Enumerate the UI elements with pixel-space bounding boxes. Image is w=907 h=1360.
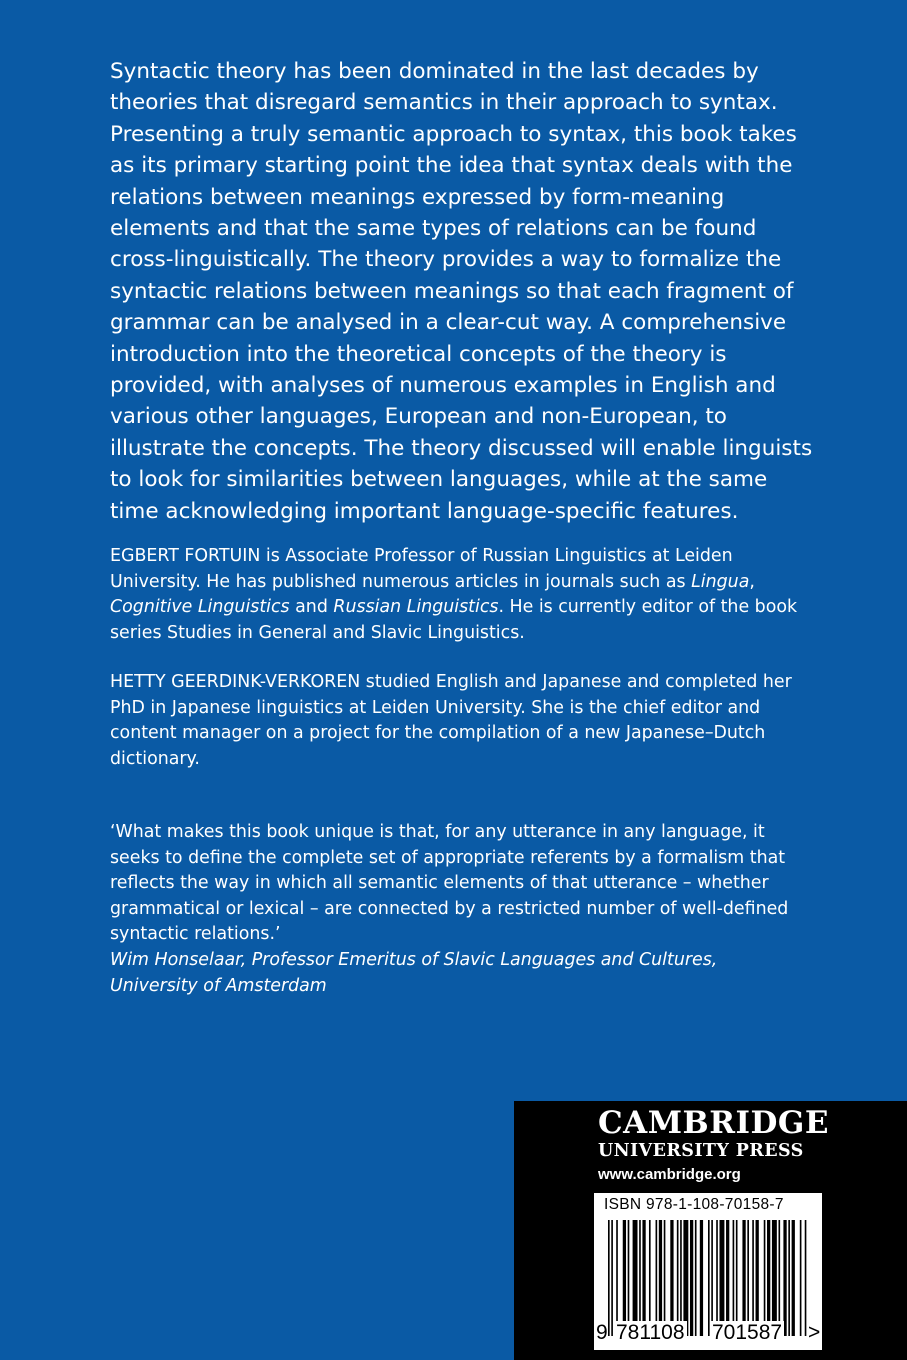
barcode-bar: [628, 1220, 630, 1336]
barcode-bar: [659, 1220, 662, 1336]
barcode-bar: [716, 1220, 718, 1336]
bio-text: EGBERT FORTUIN is Associate Professor of Russian Linguistics at Leiden University. He has published numerous articles in journals such as: [110, 546, 733, 592]
barcode-bar: [788, 1220, 790, 1336]
barcode-digit-group: 701587: [712, 1321, 783, 1344]
barcode-bar: [649, 1220, 651, 1336]
barcode-bar: [772, 1220, 777, 1336]
publisher-logo-name: CAMBRIDGE: [598, 1105, 829, 1141]
barcode-bar: [783, 1220, 786, 1336]
barcode-bar: [805, 1220, 807, 1336]
barcode-bar: [756, 1220, 759, 1336]
author-bio-geerdink-verkoren: HETTY GEERDINK-VERKOREN studied English and Japanese and completed her PhD in Japanese linguistics at Leiden University. She is the chief editor and content manager on a project for the compilation of a new Japanese–Dutch dictionary.: [110, 672, 792, 769]
bio-text: . He is currently editor of the book series Studies in General and Slavic Linguistics.: [110, 597, 798, 643]
barcode-bar: [670, 1220, 673, 1336]
barcode-bar: [690, 1220, 693, 1336]
barcode-bar: [656, 1220, 658, 1336]
barcode-bar: [695, 1220, 697, 1336]
barcode-bar: [642, 1220, 645, 1336]
barcode-bar: [608, 1220, 610, 1336]
barcode-bar: [719, 1220, 724, 1336]
barcode-bar: [664, 1220, 666, 1336]
barcode-bar: [683, 1220, 688, 1336]
barcode-bar: [611, 1220, 613, 1336]
journal-title: Lingua: [691, 571, 750, 592]
barcode-bar: [616, 1220, 618, 1336]
barcode-bar: [752, 1220, 754, 1336]
barcode-digit-group: 781108: [616, 1321, 685, 1344]
author-bio-fortuin: [110, 544, 800, 646]
barcode-bar: [680, 1220, 682, 1336]
quote-text: ‘What makes this book unique is that, for any utterance in any language, it seeks to define the complete set of appropriate referents by a formalism that reflects the way in which all semantic elements of that utterance – whether grammatical or lexical – are connected by a restricted number of well-defined syntactic relations.’: [110, 822, 789, 945]
barcode-bar: [733, 1220, 735, 1336]
quote-attribution: Wim Honselaar, Professor Emeritus of Slavic Languages and Cultures, University of Amsterdam: [110, 949, 718, 996]
publisher-block: [514, 1101, 907, 1360]
barcode-bar: [792, 1220, 795, 1336]
barcode-bar: [639, 1220, 641, 1336]
barcode-bar: [778, 1220, 780, 1336]
bio-text: and: [289, 597, 334, 618]
barcode-bar: [767, 1220, 770, 1336]
barcode-bar: [742, 1220, 745, 1336]
barcode-bar: [800, 1220, 802, 1336]
endorsement-quote: [110, 820, 810, 999]
barcode-bar: [677, 1220, 679, 1336]
barcode-bar: [764, 1220, 766, 1336]
barcode-bar: [633, 1220, 638, 1336]
barcode-quiet-zone-arrow: >: [808, 1321, 821, 1344]
bio-text: ,: [749, 571, 755, 592]
book-description: Syntactic theory has been dominated in the last decades by theories that disregard semantics in their approach to syntax. Presenting a truly semantic approach to syntax, this book takes as its primary starting point the idea that syntax deals with the relations between meanings expressed by form-meaning elements and that the same types of relations can be found cross-linguistically. The theory provides a way to formalize the syntactic relations between meanings so that each fragment of grammar can be analysed in a clear-cut way. A comprehensive introduction into the theoretical concepts of the theory is provided, with analyses of numerous examples in English and various other languages, European and non-European, to illustrate the concepts. The theory discussed will enable linguists to look for similarities between languages, while at the same time acknowledging important language-specific features.: [110, 59, 813, 524]
publisher-logo-subname: UNIVERSITY PRESS: [598, 1141, 804, 1161]
barcode-bar: [726, 1220, 729, 1336]
publisher-url: www.cambridge.org: [598, 1166, 741, 1183]
barcode-bar: [708, 1220, 710, 1336]
barcode-bar: [623, 1220, 626, 1336]
barcode-bar: [747, 1220, 749, 1336]
journal-title: Cognitive Linguistics: [110, 597, 290, 618]
barcode-bar: [711, 1220, 713, 1336]
barcode-bars: [608, 1220, 808, 1336]
isbn-label: ISBN 978-1-108-70158-7: [604, 1196, 784, 1213]
barcode-bar: [700, 1220, 703, 1336]
journal-title: Russian Linguistics: [333, 597, 499, 618]
barcode-lead-digit: 9: [596, 1321, 608, 1344]
isbn-barcode: [594, 1193, 822, 1350]
barcode-bar: [736, 1220, 738, 1336]
